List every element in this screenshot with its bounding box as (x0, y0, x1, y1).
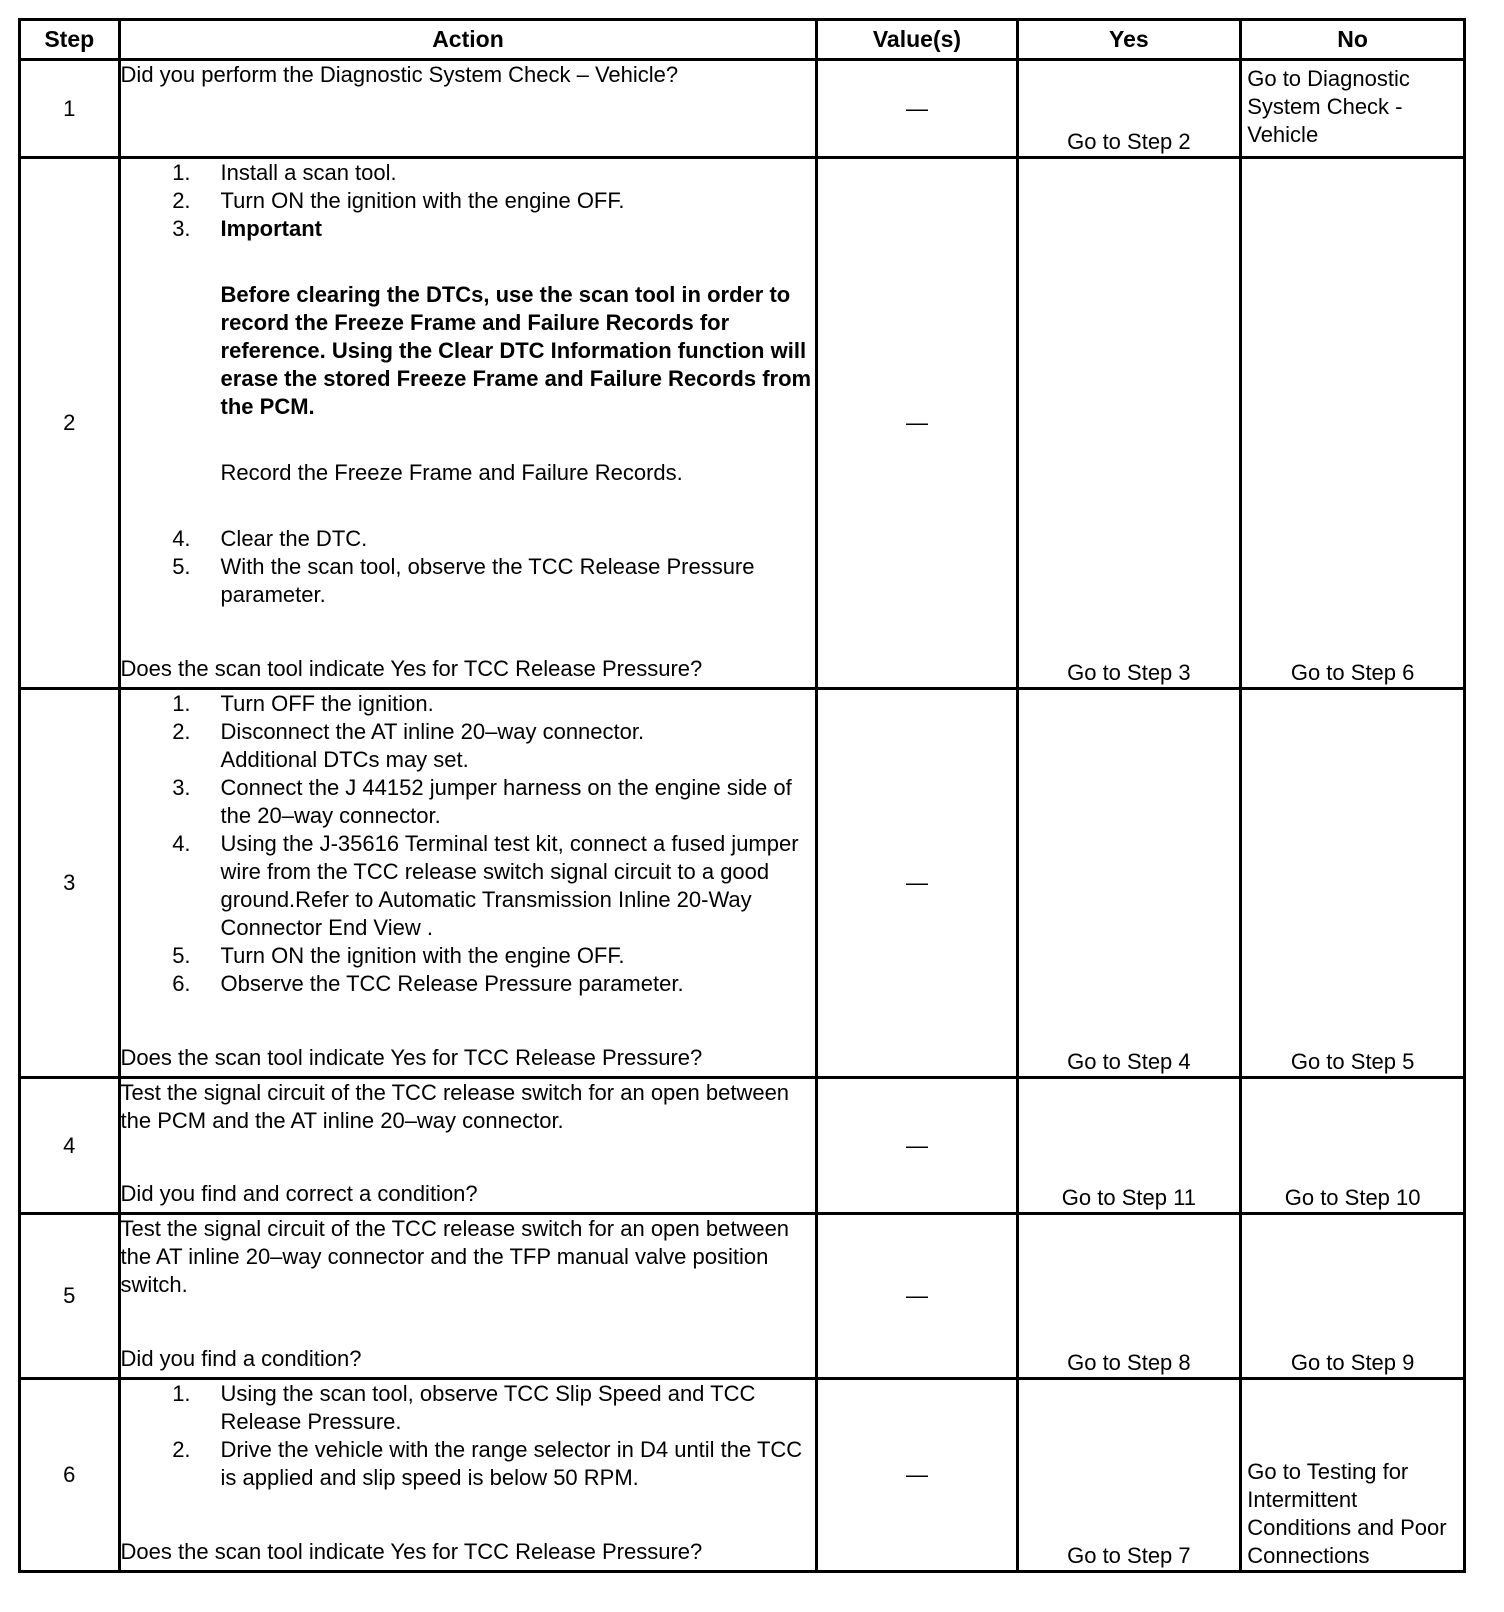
no-result: Go to Testing for Intermittent Conditions and Poor Connections (1241, 1379, 1465, 1572)
table-row (20, 689, 1465, 1078)
important-title: Important (220, 216, 322, 241)
action-cell (119, 1214, 817, 1379)
action-steps-list (121, 159, 816, 609)
list-item: 1. Using the scan tool, observe TCC Slip Speed and TCC Release Pressure. (172, 1381, 756, 1434)
header-action: Action (119, 20, 817, 60)
step-number: 5 (20, 1214, 120, 1379)
action-text: Did you perform the Diagnostic System Check – Vehicle? (119, 60, 817, 158)
table-row (20, 1379, 1465, 1572)
list-item: 6. Observe the TCC Release Pressure parameter. (172, 971, 684, 996)
list-item: 2. Turn ON the ignition with the engine OFF. (172, 188, 625, 213)
list-item: 5. With the scan tool, observe the TCC Release Pressure parameter. (172, 554, 755, 607)
list-item: 4. Clear the DTC. (172, 526, 368, 551)
table-row (20, 1078, 1465, 1214)
diagnostic-table (18, 18, 1466, 1573)
list-item: 1. Install a scan tool. (172, 160, 397, 185)
action-cell (119, 158, 817, 689)
value-cell: — (817, 1078, 1017, 1214)
yes-result: Go to Step 2 (1017, 60, 1241, 158)
header-step: Step (20, 20, 120, 60)
list-item: 4. Using the J-35616 Terminal test kit, connect a fused jumper wire from the TCC release switch signal circuit to a good ground.Refer to Automatic Transmission Inline 20-Way Connector End View . (172, 831, 799, 940)
no-result: Go to Step 10 (1241, 1078, 1465, 1214)
action-cell (119, 689, 817, 1078)
no-result: Go to Step 6 (1241, 158, 1465, 689)
header-row (20, 20, 1465, 60)
record-note: Record the Freeze Frame and Failure Records. (220, 460, 683, 485)
action-steps-list (121, 690, 816, 998)
value-cell: — (817, 60, 1017, 158)
yes-result: Go to Step 7 (1017, 1379, 1241, 1572)
action-question: Does the scan tool indicate Yes for TCC Release Pressure? (120, 656, 703, 681)
step-number: 2 (20, 158, 120, 689)
yes-result: Go to Step 3 (1017, 158, 1241, 689)
action-cell (119, 1379, 817, 1572)
action-cell (119, 1078, 817, 1214)
yes-result: Go to Step 8 (1017, 1214, 1241, 1379)
step-number: 4 (20, 1078, 120, 1214)
table-row (20, 158, 1465, 689)
list-item: 2. Drive the vehicle with the range selector in D4 until the TCC is applied and slip speed is below 50 RPM. (172, 1437, 803, 1490)
list-item: 3. Important Before clearing the DTCs, use the scan tool in order to record the Freeze Frame and Failure Records for reference. Using the Clear DTC Information function will erase the stored Freeze Frame and Failure Records from the PCM. Record the Freeze Frame and Failure Records. (121, 215, 816, 525)
list-item: 1. Turn OFF the ignition. (172, 691, 434, 716)
no-result: Go to Diagnostic System Check - Vehicle (1241, 60, 1465, 158)
action-steps-list (121, 1380, 816, 1492)
step-number: 3 (20, 689, 120, 1078)
important-note: Before clearing the DTCs, use the scan tool in order to record the Freeze Frame and Failure Records for reference. Using the Clear DTC Information function will erase the stored Freeze Frame and Failure Records from the PCM. (220, 282, 812, 419)
value-cell: — (817, 689, 1017, 1078)
list-item: 2. Disconnect the AT inline 20–way connector. Additional DTCs may set. (172, 719, 645, 772)
action-question: Does the scan tool indicate Yes for TCC Release Pressure? (120, 1045, 703, 1070)
step-number: 1 (20, 60, 120, 158)
action-question: Does the scan tool indicate Yes for TCC Release Pressure? (120, 1539, 703, 1564)
action-question: Did you find a condition? (120, 1346, 362, 1371)
list-item: 3. Connect the J 44152 jumper harness on the engine side of the 20–way connector. (172, 775, 792, 828)
value-cell: — (817, 1379, 1017, 1572)
no-result: Go to Step 9 (1241, 1214, 1465, 1379)
yes-result: Go to Step 4 (1017, 689, 1241, 1078)
action-question: Did you find and correct a condition? (120, 1181, 478, 1206)
list-item: 5. Turn ON the ignition with the engine OFF. (172, 943, 625, 968)
table-row (20, 1214, 1465, 1379)
step-number: 6 (20, 1379, 120, 1572)
no-result: Go to Step 5 (1241, 689, 1465, 1078)
value-cell: — (817, 158, 1017, 689)
action-text: Test the signal circuit of the TCC release switch for an open between the AT inline 20–way connector and the TFP manual valve position switch. (120, 1216, 790, 1297)
header-yes: Yes (1017, 20, 1241, 60)
header-values: Value(s) (817, 20, 1017, 60)
yes-result: Go to Step 11 (1017, 1078, 1241, 1214)
header-no: No (1241, 20, 1465, 60)
table-row (20, 60, 1465, 158)
value-cell: — (817, 1214, 1017, 1379)
action-text: Test the signal circuit of the TCC release switch for an open between the PCM and the AT inline 20–way connector. (120, 1080, 790, 1133)
